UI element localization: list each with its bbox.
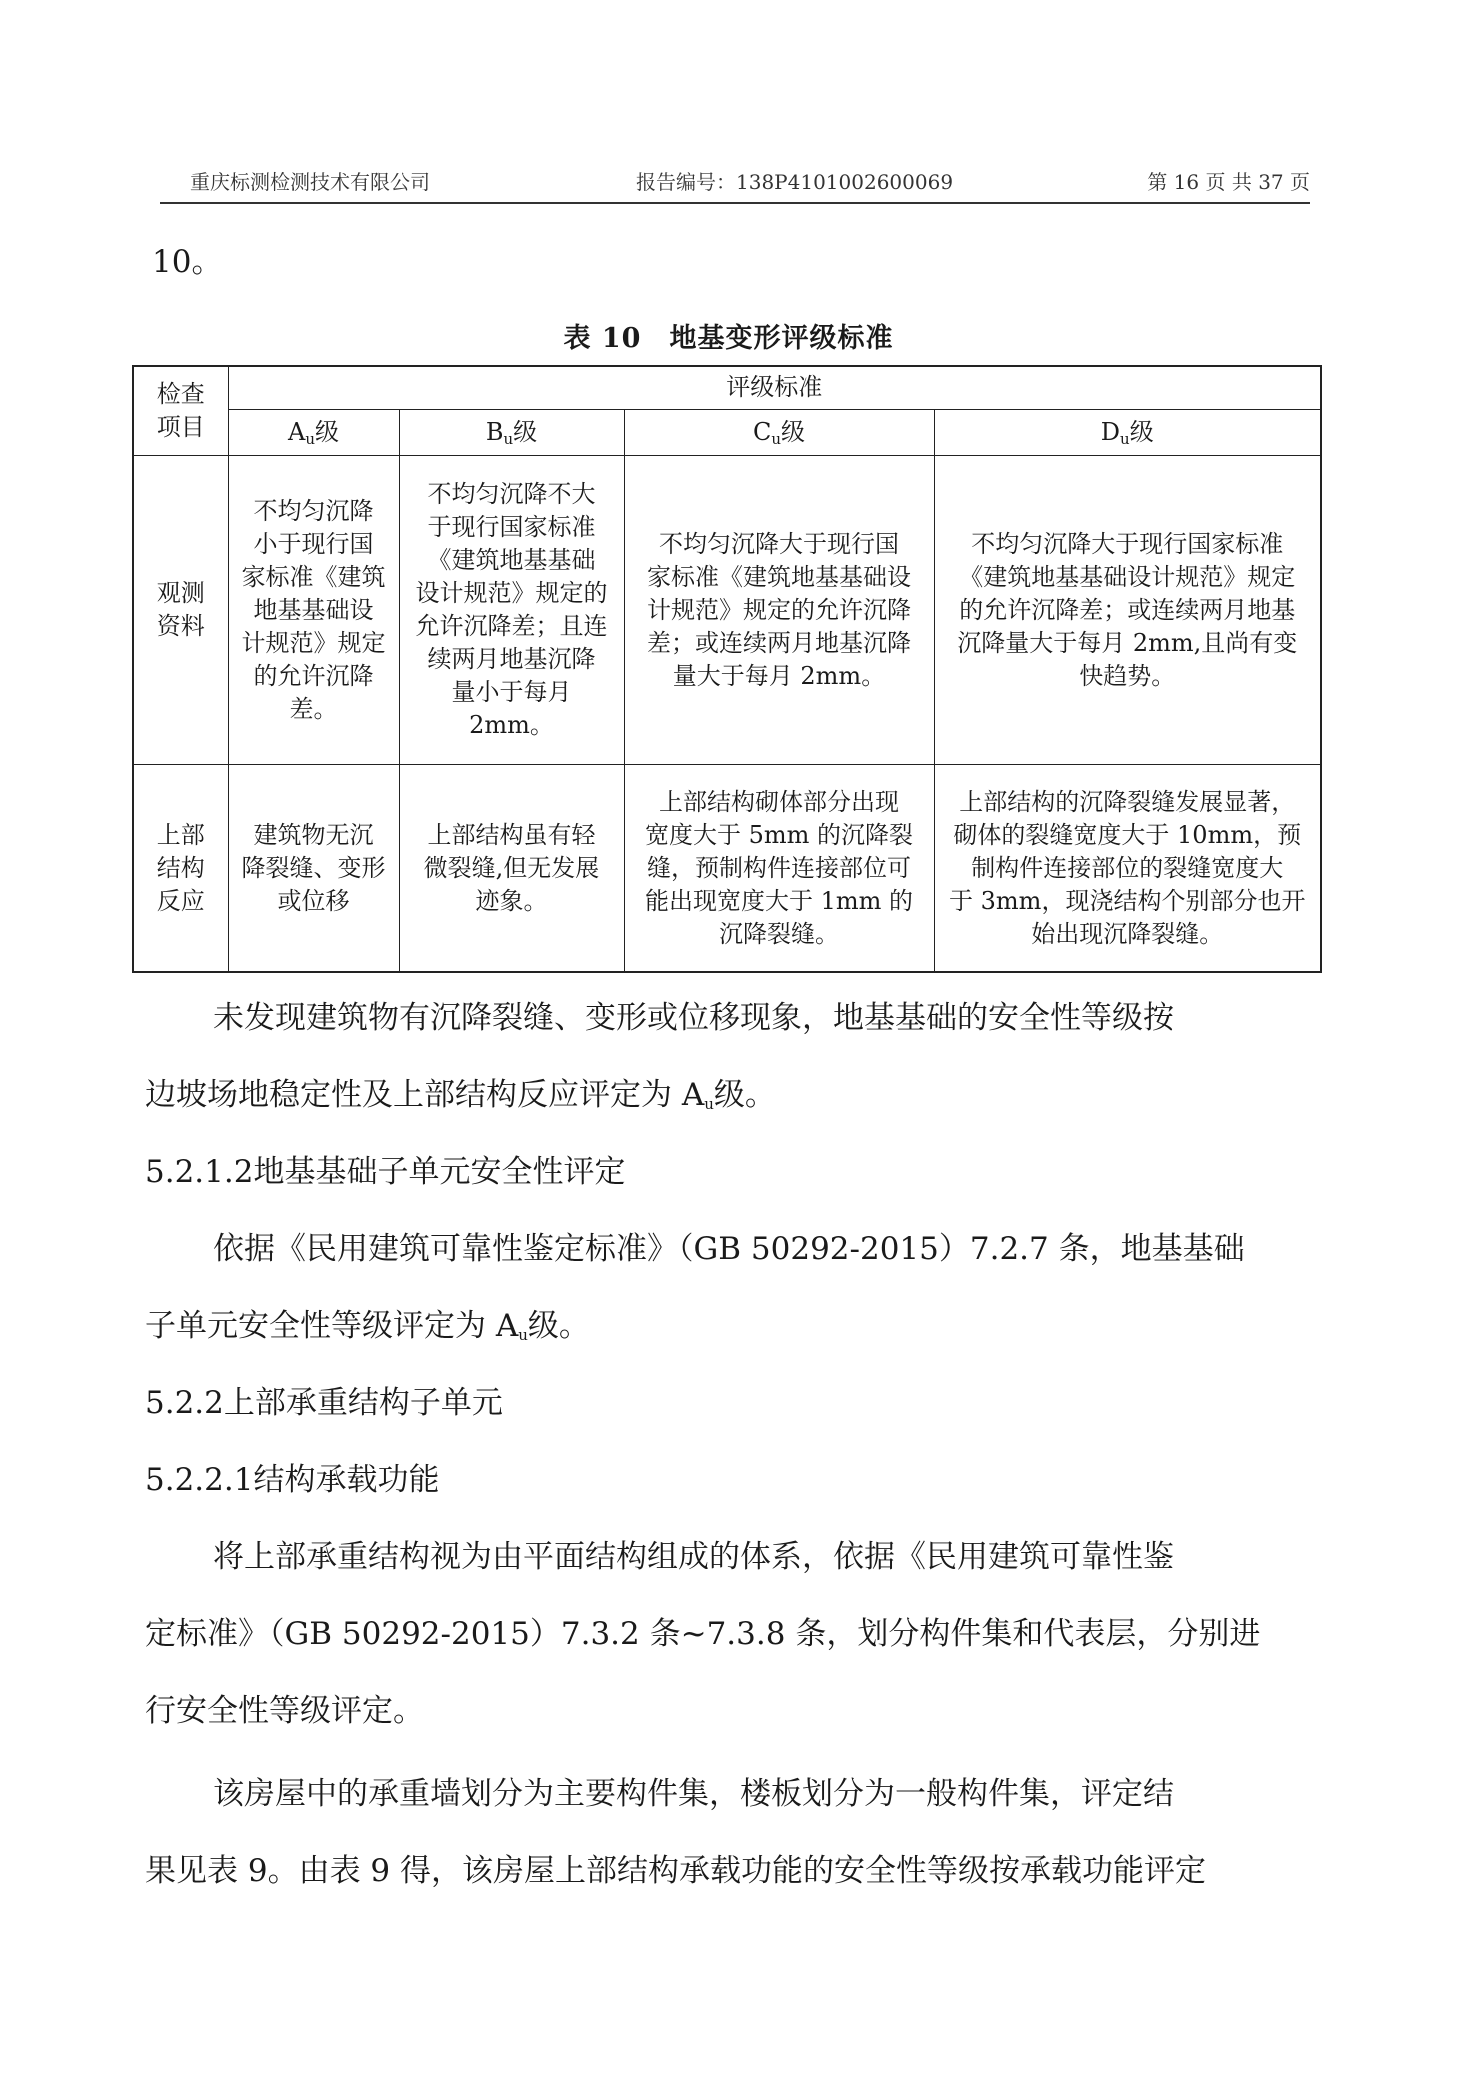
paragraph-line: 依据《民用建筑可靠性鉴定标准》（GB 50292-2015）7.2.7 条，地基基础 xyxy=(213,1231,1245,1267)
row-item-structure: 上部 结构 反应 xyxy=(133,765,228,972)
table-caption: 表 10 地基变形评级标准 xyxy=(563,323,894,354)
cell-structure-a: 建筑物无沉 降裂缝、变形 或位移 xyxy=(228,765,399,972)
paragraph-line: 果见表 9。由表 9 得，该房屋上部结构承载功能的安全性等级按承载功能评定 xyxy=(145,1853,1207,1889)
paragraph-line: 该房屋中的承重墙划分为主要构件集，楼板划分为一般构件集，评定结 xyxy=(213,1776,1174,1812)
page-header xyxy=(160,158,1310,204)
paragraph-line: 行安全性等级评定。 xyxy=(145,1693,424,1729)
cell-observation-b: 不均匀沉降不大 于现行国家标准 《建筑地基基础 设计规范》规定的 允许沉降差；且连 续两月地基沉降 量小于每月 2mm。 xyxy=(399,455,624,765)
section-heading: 5.2.1.2地基基础子单元安全性评定 xyxy=(145,1154,626,1190)
grade-head-b: $B_u$级 xyxy=(399,409,624,455)
paragraph-line: 将上部承重结构视为由平面结构组成的体系，依据《民用建筑可靠性鉴 xyxy=(213,1539,1174,1575)
cell-observation-a: 不均匀沉降 小于现行国 家标准《建筑 地基基础设 计规范》规定 的允许沉降 差。 xyxy=(228,455,399,765)
section-heading: 5.2.2上部承重结构子单元 xyxy=(145,1385,503,1421)
body-text xyxy=(145,980,1310,1910)
row-item-observation: 观测 资料 xyxy=(133,455,228,765)
grade-head-d: $D_u$级 xyxy=(934,409,1321,455)
cell-observation-c: 不均匀沉降大于现行国 家标准《建筑地基基础设 计规范》规定的允许沉降 差；或连续两月地基沉降 量大于每月 2mm。 xyxy=(624,455,934,765)
paragraph-line: 子单元安全性等级评定为 $A_u$级。 xyxy=(145,1308,590,1344)
table-row xyxy=(133,765,1321,972)
grade-head-c: $C_u$级 xyxy=(624,409,934,455)
grade-head-a: $A_u$级 xyxy=(228,409,399,455)
col-head-grading: 评级标准 xyxy=(228,366,1321,409)
section-heading: 5.2.2.1结构承载功能 xyxy=(145,1462,440,1498)
paragraph-line: 未发现建筑物有沉降裂缝、变形或位移现象，地基基础的安全性等级按 xyxy=(213,1000,1174,1036)
table-row xyxy=(133,455,1321,765)
paragraph-line: 边坡场地稳定性及上部结构反应评定为 $A_u$级。 xyxy=(145,1077,776,1113)
col-head-item: 检查 项目 xyxy=(133,366,228,455)
company-name: 重庆标测检测技术有限公司 xyxy=(190,170,430,194)
paragraph-line: 定标准》（GB 50292-2015）7.3.2 条~7.3.8 条，划分构件集和代表层，分别进 xyxy=(145,1616,1261,1652)
cell-structure-d: 上部结构的沉降裂缝发展显著， 砌体的裂缝宽度大于 10mm，预 制构件连接部位的裂缝宽度大 于 3mm，现浇结构个别部分也开 始出现沉降裂缝。 xyxy=(934,765,1321,972)
lead-text: 10。 xyxy=(152,244,223,280)
cell-observation-d: 不均匀沉降大于现行国家标准 《建筑地基基础设计规范》规定 的允许沉降差；或连续两月地基 沉降量大于每月 2mm,且尚有变 快趋势。 xyxy=(934,455,1321,765)
page-number: 第 16 页 共 37 页 xyxy=(1147,170,1310,194)
cell-structure-c: 上部结构砌体部分出现 宽度大于 5mm 的沉降裂 缝，预制构件连接部位可 能出现宽度大于 1mm 的 沉降裂缝。 xyxy=(624,765,934,972)
cell-structure-b: 上部结构虽有轻 微裂缝,但无发展 迹象。 xyxy=(399,765,624,972)
grading-table xyxy=(132,365,1322,973)
report-number: 报告编号：138P4101002600069 xyxy=(636,170,954,194)
